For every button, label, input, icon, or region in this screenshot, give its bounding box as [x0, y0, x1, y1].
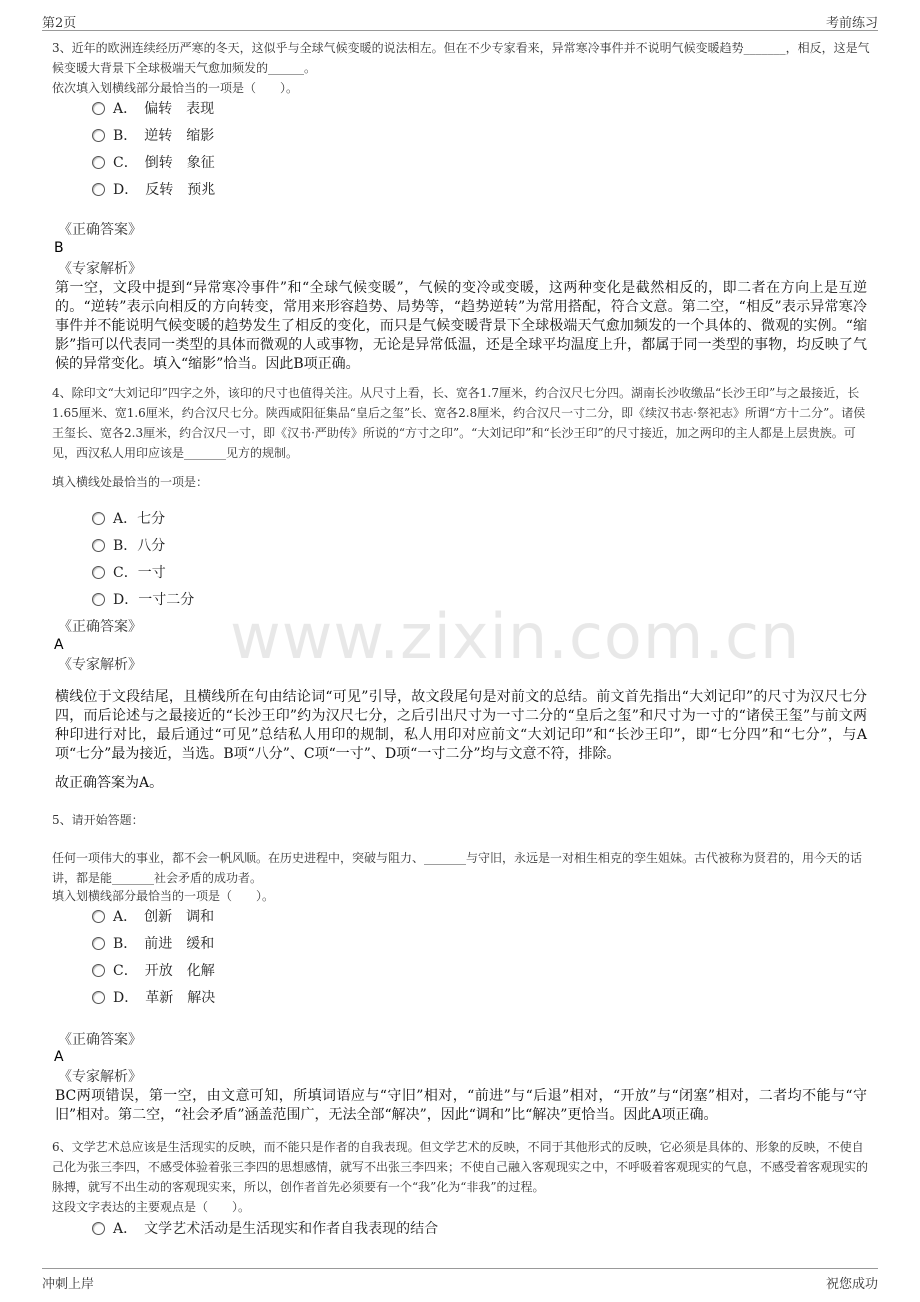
q5-answer-label: 《正确答案》 — [58, 1032, 142, 1048]
q4-answer-label: 《正确答案》 — [58, 619, 142, 635]
q5-option-a[interactable]: A． 创新 调和 — [92, 907, 214, 927]
q3-option-d[interactable]: D． 反转 预兆 — [92, 180, 215, 200]
q5-answer: A — [54, 1049, 64, 1065]
radio-icon[interactable] — [92, 593, 105, 606]
page-header — [42, 10, 878, 31]
radio-icon[interactable] — [92, 937, 105, 950]
q3-text: 3、近年的欧洲连续经历严寒的冬天，这似乎与全球气候变暖的说法相左。但在不少专家看来，异常寒冷事件并不说明气候变暖趋势_______，相反，这是气候变暖大背景下全球极端天气愈加频发的______。 — [52, 41, 870, 75]
header-title: 考前练习 — [825, 16, 878, 31]
radio-icon[interactable] — [92, 964, 105, 977]
q3-option-a[interactable]: A． 偏转 表现 — [92, 99, 214, 119]
q6-option-a[interactable]: A． 文学艺术活动是生活现实和作者自我表现的结合 — [92, 1219, 438, 1239]
q5-option-b[interactable]: B． 前进 缓和 — [92, 934, 214, 954]
q3-prompt: 依次填入划横线部分最恰当的一项是（ ）。 — [52, 81, 299, 95]
q4-option-b[interactable]: B．八分 — [92, 536, 165, 556]
q5-option-d[interactable]: D． 革新 解决 — [92, 988, 215, 1008]
q4-analysis-label: 《专家解析》 — [58, 657, 142, 673]
q4-analysis: 横线位于文段结尾，且横线所在句由结论词“可见”引导，故文段尾句是对前文的总结。前文首先指出“大刘记印”的尺寸为汉尺七分四，而后论述与之最接近的“长沙王印”约为汉尺七分，之后引出尺寸为一寸二分的“皇后之玺”和尺寸为一寸的“诸侯王玺”与前文两种印进行对比，最后通过“可见”总结私人用印的规制，私人用印对应前文“大刘记印”和“长沙王印”，即“七分四”和“七分”，与A项“七分”最为接近，当选。B项“八分”、C项“一寸”、D项“一寸二分”均与文意不符，排除。 — [55, 689, 867, 762]
radio-icon[interactable] — [92, 129, 105, 142]
q3-answer-label: 《正确答案》 — [58, 222, 142, 238]
q5-text: 任何一项伟大的事业，都不会一帆风顺。在历史进程中，突破与阻力、_______与守旧，永远是一对相生相克的孪生姐妹。古代被称为贤君的，用今天的话讲，都是能_______社会矛盾的成功者。 — [52, 851, 863, 885]
q6-prompt: 这段文字表达的主要观点是（ ）。 — [52, 1200, 251, 1214]
q5-analysis: BC两项错误，第一空，由文意可知，所填词语应与“守旧”相对，“前进”与“后退”相对，“开放”与“闭塞”相对，二者均不能与“守旧”相对。第二空，“社会矛盾”涵盖范围广，无法全部“解决”，因此“调和”比“解决”更恰当。因此A项正确。 — [55, 1088, 867, 1123]
q3-answer: B — [54, 240, 64, 256]
radio-icon[interactable] — [92, 512, 105, 525]
q3-option-b[interactable]: B． 逆转 缩影 — [92, 126, 214, 146]
q4-option-d[interactable]: D．一寸二分 — [92, 590, 194, 610]
page-number: 第2页 — [42, 16, 77, 31]
q4-option-c[interactable]: C．一寸 — [92, 563, 166, 583]
q4-conclusion: 故正确答案为A。 — [55, 775, 164, 791]
q4-text: 4、除印文“大刘记印”四字之外，该印的尺寸也值得关注。从尺寸上看，长、宽各1.7厘米，约合汉尺七分四。湖南长沙收缴品“长沙王印”与之最接近，长1.65厘米、宽1.6厘米，约合汉尺七分。陕西咸阳征集品“皇后之玺”长、宽各2.8厘米，约合汉尺一寸二分，即《续汉书志·祭祀志》所谓“方十二分”。诸侯王玺长、宽各2.3厘米，约合汉尺一寸，即《汉书·严助传》所说的“方寸之印”。“大刘记印”和“长沙王印”的尺寸接近，加之两印的主人都是上层贵族。可见，西汉私人用印应该是_______见方的规制。 — [52, 386, 866, 460]
radio-icon[interactable] — [92, 183, 105, 196]
radio-icon[interactable] — [92, 102, 105, 115]
radio-icon[interactable] — [92, 1222, 105, 1235]
q4-prompt: 填入横线处最恰当的一项是： — [52, 475, 209, 489]
q3-analysis: 第一空，文段中提到“异常寒冷事件”和“全球气候变暖”，气候的变冷或变暖，这两种变化是截然相反的，即二者在方向上是互逆的。“逆转”表示向相反的方向转变，常用来形容趋势、局势等，“趋势逆转”为常用搭配，符合文意。第二空，“相反”表示异常寒冷事件并不能说明气候变暖的趋势发生了相反的变化，而只是气候变暖背景下全球极端天气愈加频发的一个具体的、微观的实例。“缩影”指可以代表同一类型的具体而微观的人或事物，无论是异常低温，还是全球平均温度上升，都属于同一类型的事物，均反映了气候的异常变化。填入“缩影”恰当。因此B项正确。 — [55, 280, 867, 372]
radio-icon[interactable] — [92, 910, 105, 923]
q3-option-c[interactable]: C． 倒转 象征 — [92, 153, 215, 173]
footer-left: 冲刺上岸 — [42, 1277, 95, 1292]
page-footer — [42, 1268, 878, 1293]
radio-icon[interactable] — [92, 566, 105, 579]
q4-answer: A — [54, 637, 64, 653]
radio-icon[interactable] — [92, 991, 105, 1004]
q3-analysis-label: 《专家解析》 — [58, 261, 142, 277]
radio-icon[interactable] — [92, 539, 105, 552]
q4-option-a[interactable]: A．七分 — [92, 509, 165, 529]
q6-text: 6、文学艺术总应该是生活现实的反映，而不能只是作者的自我表现。但文学艺术的反映，不同于其他形式的反映，它必须是具体的、形象的反映，不使自己化为张三李四，不感受体验着张三李四的思想感情，就写不出张三李四来；不使自己融入客观现实之中，不呼吸着客观现实的气息，不感受着客观现实的脉搏，就写不出生动的客观现实来，所以，创作者首先必须要有一个“我”化为“非我”的过程。 — [52, 1140, 869, 1194]
q5-prompt: 填入划横线部分最恰当的一项是（ ）。 — [52, 889, 275, 903]
q5-option-c[interactable]: C． 开放 化解 — [92, 961, 215, 981]
radio-icon[interactable] — [92, 156, 105, 169]
footer-right: 祝您成功 — [825, 1277, 878, 1292]
q5-analysis-label: 《专家解析》 — [58, 1069, 142, 1085]
watermark: www.zixin.com.cn — [230, 600, 801, 673]
q5-title: 5、请开始答题： — [52, 813, 144, 827]
